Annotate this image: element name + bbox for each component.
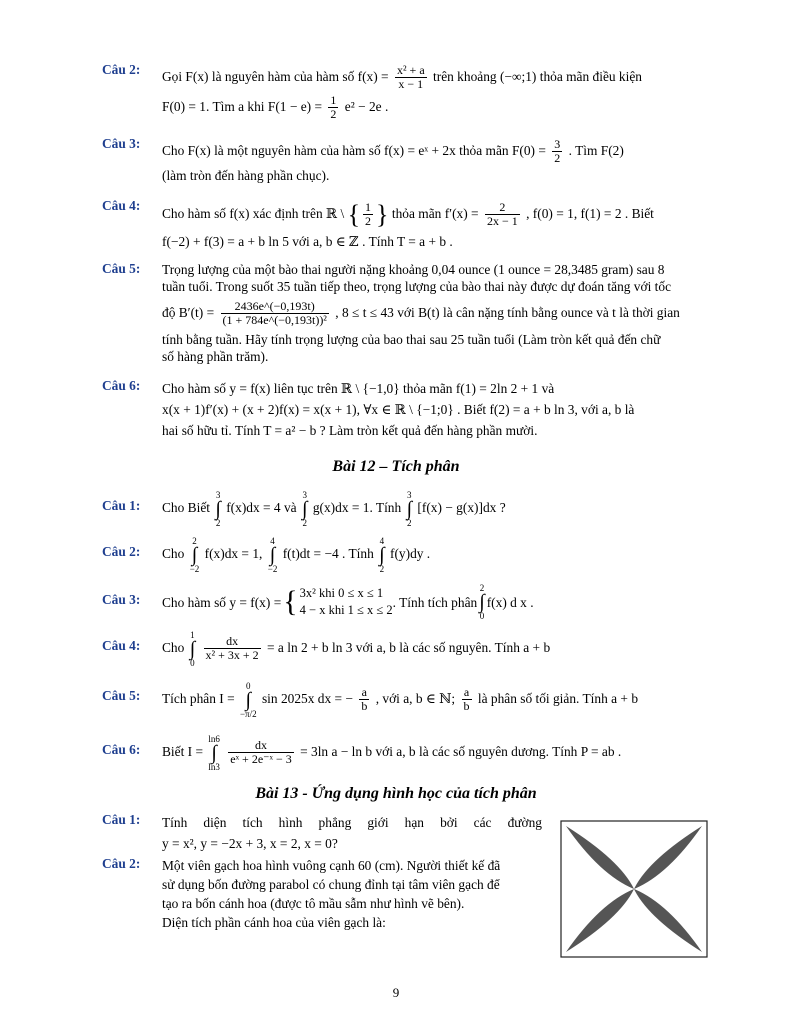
b12-question-5: [102, 678, 718, 720]
text: thỏa mãn f′(x) =: [391, 206, 479, 221]
numerator: 3: [554, 137, 561, 152]
integral-sign: ∫: [191, 544, 198, 566]
text: Cho hàm số y = f(x) liên tục trên ℝ \ {−1,0} thỏa mãn f(1) = 2ln 2 + 1 và: [162, 381, 555, 396]
text: Cho F(x) là một nguyên hàm của hàm số f(x) = eˣ + 2x thỏa mãn F(0) =: [162, 143, 546, 158]
integral-sign: ∫: [269, 544, 276, 566]
case: 4 − x khi 1 ≤ x ≤ 2: [299, 603, 393, 617]
text: F(0) = 1. Tìm a khi F(1 − e) =: [162, 99, 323, 114]
integral: [302, 490, 307, 528]
numerator: a: [359, 686, 369, 700]
question-label: Câu 5:: [102, 688, 141, 703]
text: , f(0) = 1, f(1) = 2 . Biết: [526, 206, 654, 221]
lower-limit: ln3: [208, 761, 220, 772]
question-label: Câu 2:: [102, 62, 141, 77]
question-6-continuous-function: [102, 378, 718, 441]
fraction: [363, 201, 373, 228]
numerator: 1: [365, 200, 372, 215]
text: f(y)dy .: [390, 546, 431, 562]
integral: [190, 630, 195, 668]
text: sử dụng bốn đường parabol có chung đỉnh tại tâm viên gạch để: [162, 877, 500, 892]
integral: [268, 536, 278, 574]
lower-limit: −2: [189, 564, 200, 574]
brace-left: {: [347, 199, 361, 229]
piecewise-cases: [300, 585, 393, 619]
upper-limit: 1: [190, 629, 195, 640]
numerator: 1: [330, 93, 337, 108]
question-label: Câu 3:: [102, 136, 141, 151]
lower-limit: −π/2: [239, 708, 257, 719]
fraction: [462, 686, 472, 713]
text: Cho Biết: [162, 500, 210, 516]
flower-tile-figure: [560, 820, 708, 958]
denominator: 2x − 1: [486, 214, 518, 229]
text: (làm tròn đến hàng phần chục).: [162, 168, 330, 183]
denominator: 2: [365, 214, 372, 229]
question-label: Câu 2:: [102, 544, 141, 559]
question-label: Câu 2:: [102, 856, 141, 871]
integral: [379, 536, 384, 574]
text: f(x) d x .: [486, 594, 534, 610]
text: f(x)dx = 4 và: [226, 500, 297, 516]
text: Cho hàm số f(x) xác định trên ℝ \: [162, 206, 345, 221]
denominator: b: [361, 699, 368, 714]
question-4-function: [102, 198, 718, 254]
b13-question-1: [102, 812, 542, 854]
fraction: [395, 64, 427, 91]
integral-sign: ∫: [379, 544, 385, 566]
numerator: dx: [204, 635, 261, 649]
denominator: x² + 3x + 2: [205, 648, 259, 663]
text: x(x + 1)f′(x) + (x + 2)f(x) = x(x + 1), ∀x ∈ ℝ \ {−1;0} . Biết f(2) = a + b ln 3, với a, b là: [162, 402, 635, 417]
section-title-bai-13: Bài 13 - Ứng dụng hình học của tích phân: [255, 785, 537, 802]
text: hai số hữu tỉ. Tính T = a² − b ? Làm tròn kết quả đến hàng phần mười.: [162, 423, 538, 438]
text: trên khoảng (−∞;1) thỏa mãn điều kiện: [433, 69, 642, 84]
b13-question-2: [102, 856, 552, 932]
integral-sign: ∫: [479, 591, 485, 613]
integral-sign: ∫: [406, 498, 413, 520]
upper-limit: 4: [270, 536, 275, 546]
integral: [208, 734, 220, 772]
text: y = x², y = −2x + 3, x = 2, x = 0?: [162, 836, 338, 851]
fraction: [485, 201, 520, 228]
question-label: Câu 4:: [102, 198, 141, 213]
denominator: b: [463, 699, 470, 714]
question-3-antiderivative: [102, 136, 718, 185]
integral-sign: ∫: [189, 637, 196, 660]
text: tính bằng tuần. Hãy tính trọng lượng của bao thai sau 25 tuần tuổi (Làm tròn kết quả đến chữ: [162, 332, 661, 347]
upper-limit: ln6: [208, 733, 220, 744]
upper-limit: 3: [302, 490, 307, 500]
denominator: 2: [554, 151, 561, 166]
question-2-antiderivative: [102, 62, 718, 122]
text: f(x)dx = 1,: [204, 546, 263, 562]
text: Cho: [162, 640, 185, 655]
question-label: Câu 1:: [102, 812, 141, 827]
text: độ B′(t) =: [162, 305, 215, 320]
integral-sign: ∫: [215, 498, 221, 520]
upper-limit: 4: [379, 536, 385, 546]
text: tạo ra bốn cánh hoa (được tô mầu sẫm như hình vẽ bên).: [162, 896, 465, 911]
text: = a ln 2 + b ln 3 với a, b là các số nguyên. Tính a + b: [267, 640, 551, 655]
lower-limit: 0: [479, 611, 485, 621]
fraction: [221, 300, 329, 327]
question-label: Câu 1:: [102, 498, 141, 513]
integral-sign: ∫: [245, 688, 252, 711]
lower-limit: 2: [407, 518, 412, 528]
question-label: Câu 3:: [102, 592, 141, 607]
text: Trọng lượng của một bào thai người nặng khoảng 0,04 ounce (1 ounce = 28,3485 gram) sau 8: [162, 262, 665, 277]
numerator: 2436e^(−0,193t): [221, 300, 329, 314]
text: , với a, b ∈ ℕ;: [375, 691, 456, 706]
text: Gọi F(x) là nguyên hàm của hàm số f(x) =: [162, 69, 389, 84]
b12-question-2: [102, 536, 718, 574]
integral: [215, 490, 220, 528]
text: Biết I =: [162, 744, 204, 759]
lower-limit: 2: [215, 518, 221, 528]
integral: [240, 681, 257, 719]
upper-limit: 2: [479, 583, 485, 593]
piecewise-brace: {: [283, 585, 298, 618]
numerator: a: [462, 686, 472, 700]
numerator: 2: [485, 201, 520, 215]
brace-right: }: [376, 199, 389, 229]
fraction: [204, 635, 261, 662]
text: Diện tích phần cánh hoa của viên gạch là:: [162, 915, 386, 930]
question-label: Câu 4:: [102, 638, 141, 653]
fraction: [552, 138, 562, 165]
text: là phân số tối giản. Tính a + b: [477, 691, 639, 706]
fraction: [359, 686, 369, 713]
upper-limit: 3: [407, 490, 412, 500]
integral: [407, 490, 412, 528]
b12-question-3: [102, 582, 718, 622]
integral: [479, 583, 484, 621]
lower-limit: 2: [302, 518, 307, 528]
text: , 8 ≤ t ≤ 43 với B(t) là cân nặng tính bằng ounce và t là thời gian: [335, 305, 680, 320]
page-number: 9: [392, 985, 400, 1000]
text: . Tính tích phân: [392, 594, 478, 610]
lower-limit: 2: [379, 564, 385, 574]
integral-sign: ∫: [211, 741, 217, 764]
lower-limit: 0: [190, 657, 195, 668]
denominator: eˣ + 2e⁻ˣ − 3: [230, 752, 292, 767]
b12-question-6: [102, 732, 718, 772]
text: Cho: [162, 546, 185, 562]
text: Một viên gạch hoa hình vuông cạnh 60 (cm). Người thiết kế đã: [162, 858, 501, 873]
text: Cho hàm số y = f(x) =: [162, 594, 282, 610]
text: e² − 2e .: [344, 99, 389, 114]
numerator: x² + a: [396, 63, 425, 78]
text: [f(x) − g(x)]dx ?: [417, 500, 506, 516]
text: f(−2) + f(3) = a + b ln 5 với a, b ∈ ℤ . Tính T = a + b .: [162, 234, 453, 249]
fraction: [328, 94, 338, 121]
integral-sign: ∫: [301, 498, 308, 520]
question-label: Câu 6:: [102, 742, 141, 757]
question-label: Câu 6:: [102, 378, 141, 393]
question-5-fetus-weight: [102, 261, 718, 365]
case: 3x² khi 0 ≤ x ≤ 1: [299, 586, 384, 600]
text: . Tìm F(2): [568, 143, 624, 158]
denominator: x − 1: [398, 77, 424, 92]
denominator: (1 + 784e^(−0,193t))²: [222, 313, 327, 328]
upper-limit: 0: [246, 680, 251, 691]
integral: [190, 536, 200, 574]
text: Tích phân I =: [162, 691, 235, 706]
text: sin 2025x dx = −: [261, 691, 353, 706]
text: Tính diện tích hình phẳng giới hạn bởi các đường: [162, 815, 542, 830]
text: = 3ln a − ln b với a, b là các số nguyên dương. Tính P = ab .: [300, 744, 622, 759]
text: g(x)dx = 1. Tính: [312, 500, 402, 516]
text: số hàng phần trăm).: [162, 349, 269, 364]
upper-limit: 3: [215, 490, 221, 500]
question-label: Câu 5:: [102, 261, 141, 276]
upper-limit: 2: [192, 536, 197, 546]
b12-question-1: [102, 490, 718, 528]
b12-question-4: [102, 628, 718, 668]
text: tuần tuổi. Trong suốt 35 tuần tiếp theo, trọng lượng của bào thai này được dự đoán tăng với tốc: [162, 279, 672, 294]
fraction: [228, 739, 293, 766]
text: f(t)dt = −4 . Tính: [282, 546, 374, 562]
numerator: dx: [228, 739, 293, 753]
denominator: 2: [330, 107, 337, 122]
lower-limit: −2: [267, 564, 278, 574]
section-title-bai-12: Bài 12 – Tích phân: [332, 458, 460, 475]
